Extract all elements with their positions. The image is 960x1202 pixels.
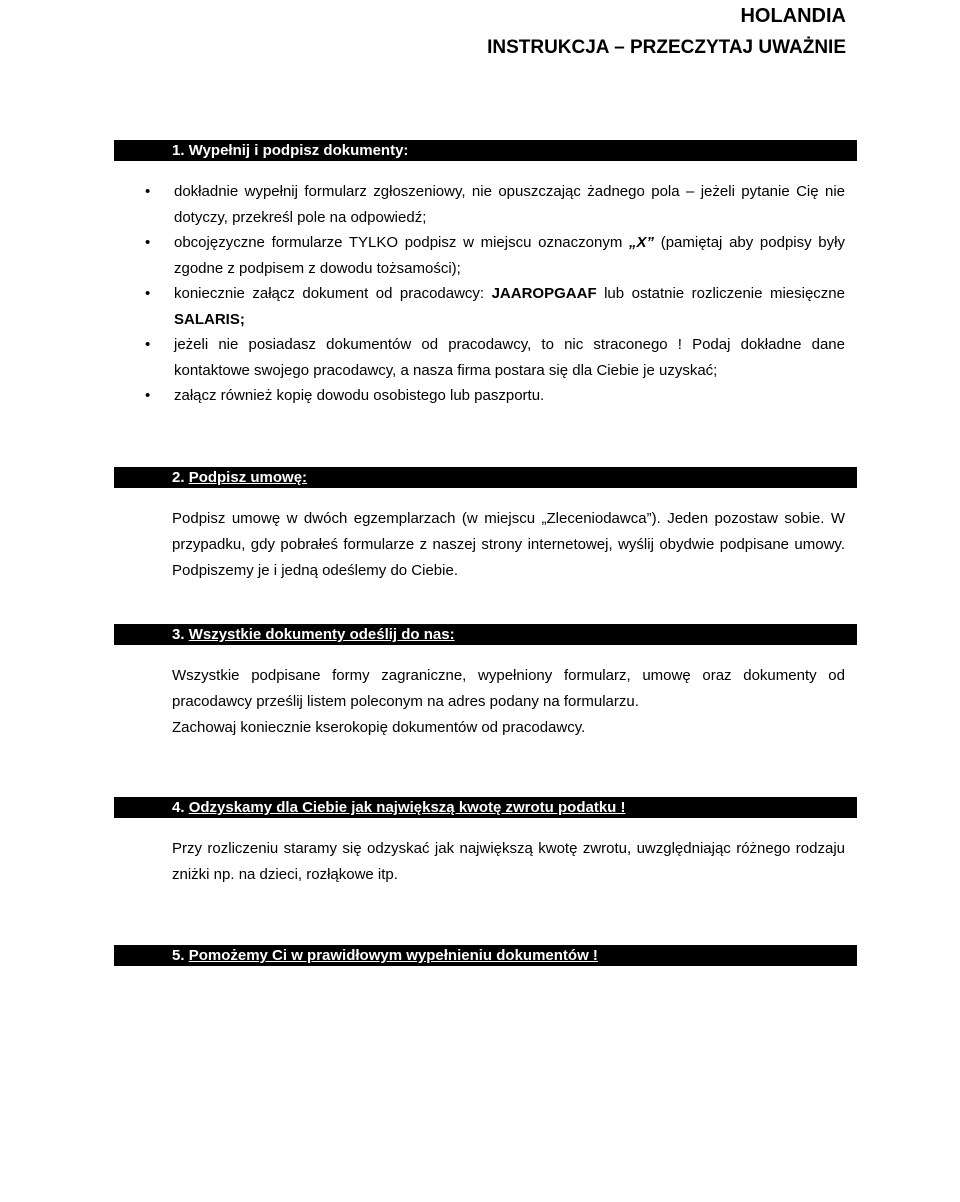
section-1-number: 1. bbox=[172, 142, 185, 159]
document-name-salaris: SALARIS; bbox=[174, 310, 245, 328]
section-4-number: 4. bbox=[172, 799, 185, 816]
section-4-body bbox=[172, 836, 845, 888]
list-item: • dokładnie wypełnij formularz zgłoszeniowy, nie opuszczając żadnego pola – jeżeli pytanie Cię nie dotyczy, przekreśl pole na odpowiedź; bbox=[145, 179, 845, 230]
section-4-header bbox=[114, 797, 857, 818]
section-3-body bbox=[172, 663, 845, 741]
list-item: • koniecznie załącz dokument od pracodawcy: JAAROPGAAF lub ostatnie rozliczenie miesięczne SALARIS; bbox=[145, 281, 845, 332]
document-name-jaaropgaaf: JAAROPGAAF bbox=[491, 285, 597, 302]
section-4-title: Odzyskamy dla Ciebie jak największą kwotę zwrotu podatku ! bbox=[188, 799, 626, 816]
section-3-header bbox=[114, 624, 857, 645]
section-2-header bbox=[114, 467, 857, 488]
section-1-list bbox=[145, 179, 845, 409]
section-1-title: Wypełnij i podpisz dokumenty: bbox=[188, 142, 409, 159]
list-item: • obcojęzyczne formularze TYLKO podpisz w miejscu oznaczonym „X” (pamiętaj aby podpisy były zgodne z podpisem z dowodu tożsamości); bbox=[145, 230, 845, 281]
section-2-title: Podpisz umowę: bbox=[188, 469, 308, 486]
list-item: • załącz również kopię dowodu osobistego lub paszportu. bbox=[145, 383, 845, 409]
section-5-number: 5. bbox=[172, 947, 185, 964]
paragraph: Podpisz umowę w dwóch egzemplarzach (w miejscu „Zleceniodawca”). Jeden pozostaw sobie. W przypadku, gdy pobrałeś formularze z naszej strony internetowej, wyślij obydwie podpisane umowy. Podpiszemy je i jedną odeślemy do Ciebie. bbox=[172, 510, 845, 579]
section-3-number: 3. bbox=[172, 626, 185, 643]
paragraph: Wszystkie podpisane formy zagraniczne, wypełniony formularz, umowę oraz dokumenty od pracodawcy prześlij listem poleconym na adres podany na formularzu. bbox=[172, 667, 845, 710]
paragraph: Przy rozliczeniu staramy się odzyskać jak największą kwotę zwrotu, uwzględniając różnego rodzaju zniżki np. na dzieci, rozłąkowe itp. bbox=[172, 840, 845, 883]
x-mark-label: „X” bbox=[629, 234, 655, 251]
section-1-header bbox=[114, 140, 857, 161]
list-item: • jeżeli nie posiadasz dokumentów od pracodawcy, to nic straconego ! Podaj dokładne dane kontaktowe swojego pracodawcy, a nasza firma postara się dla Ciebie je uzyskać; bbox=[145, 332, 845, 383]
instruction-title: INSTRUKCJA – PRZECZYTAJ UWAŻNIE bbox=[487, 37, 846, 58]
section-2-body bbox=[172, 506, 845, 584]
section-5-title: Pomożemy Ci w prawidłowym wypełnieniu dokumentów ! bbox=[188, 947, 598, 964]
section-2-number: 2. bbox=[172, 469, 185, 486]
section-5-header bbox=[114, 945, 857, 966]
document-header bbox=[487, 0, 846, 64]
section-3-title: Wszystkie dokumenty odeślij do nas: bbox=[188, 626, 455, 643]
paragraph: Zachowaj koniecznie kserokopię dokumentów od pracodawcy. bbox=[172, 719, 586, 736]
country-title: HOLANDIA bbox=[740, 5, 846, 27]
